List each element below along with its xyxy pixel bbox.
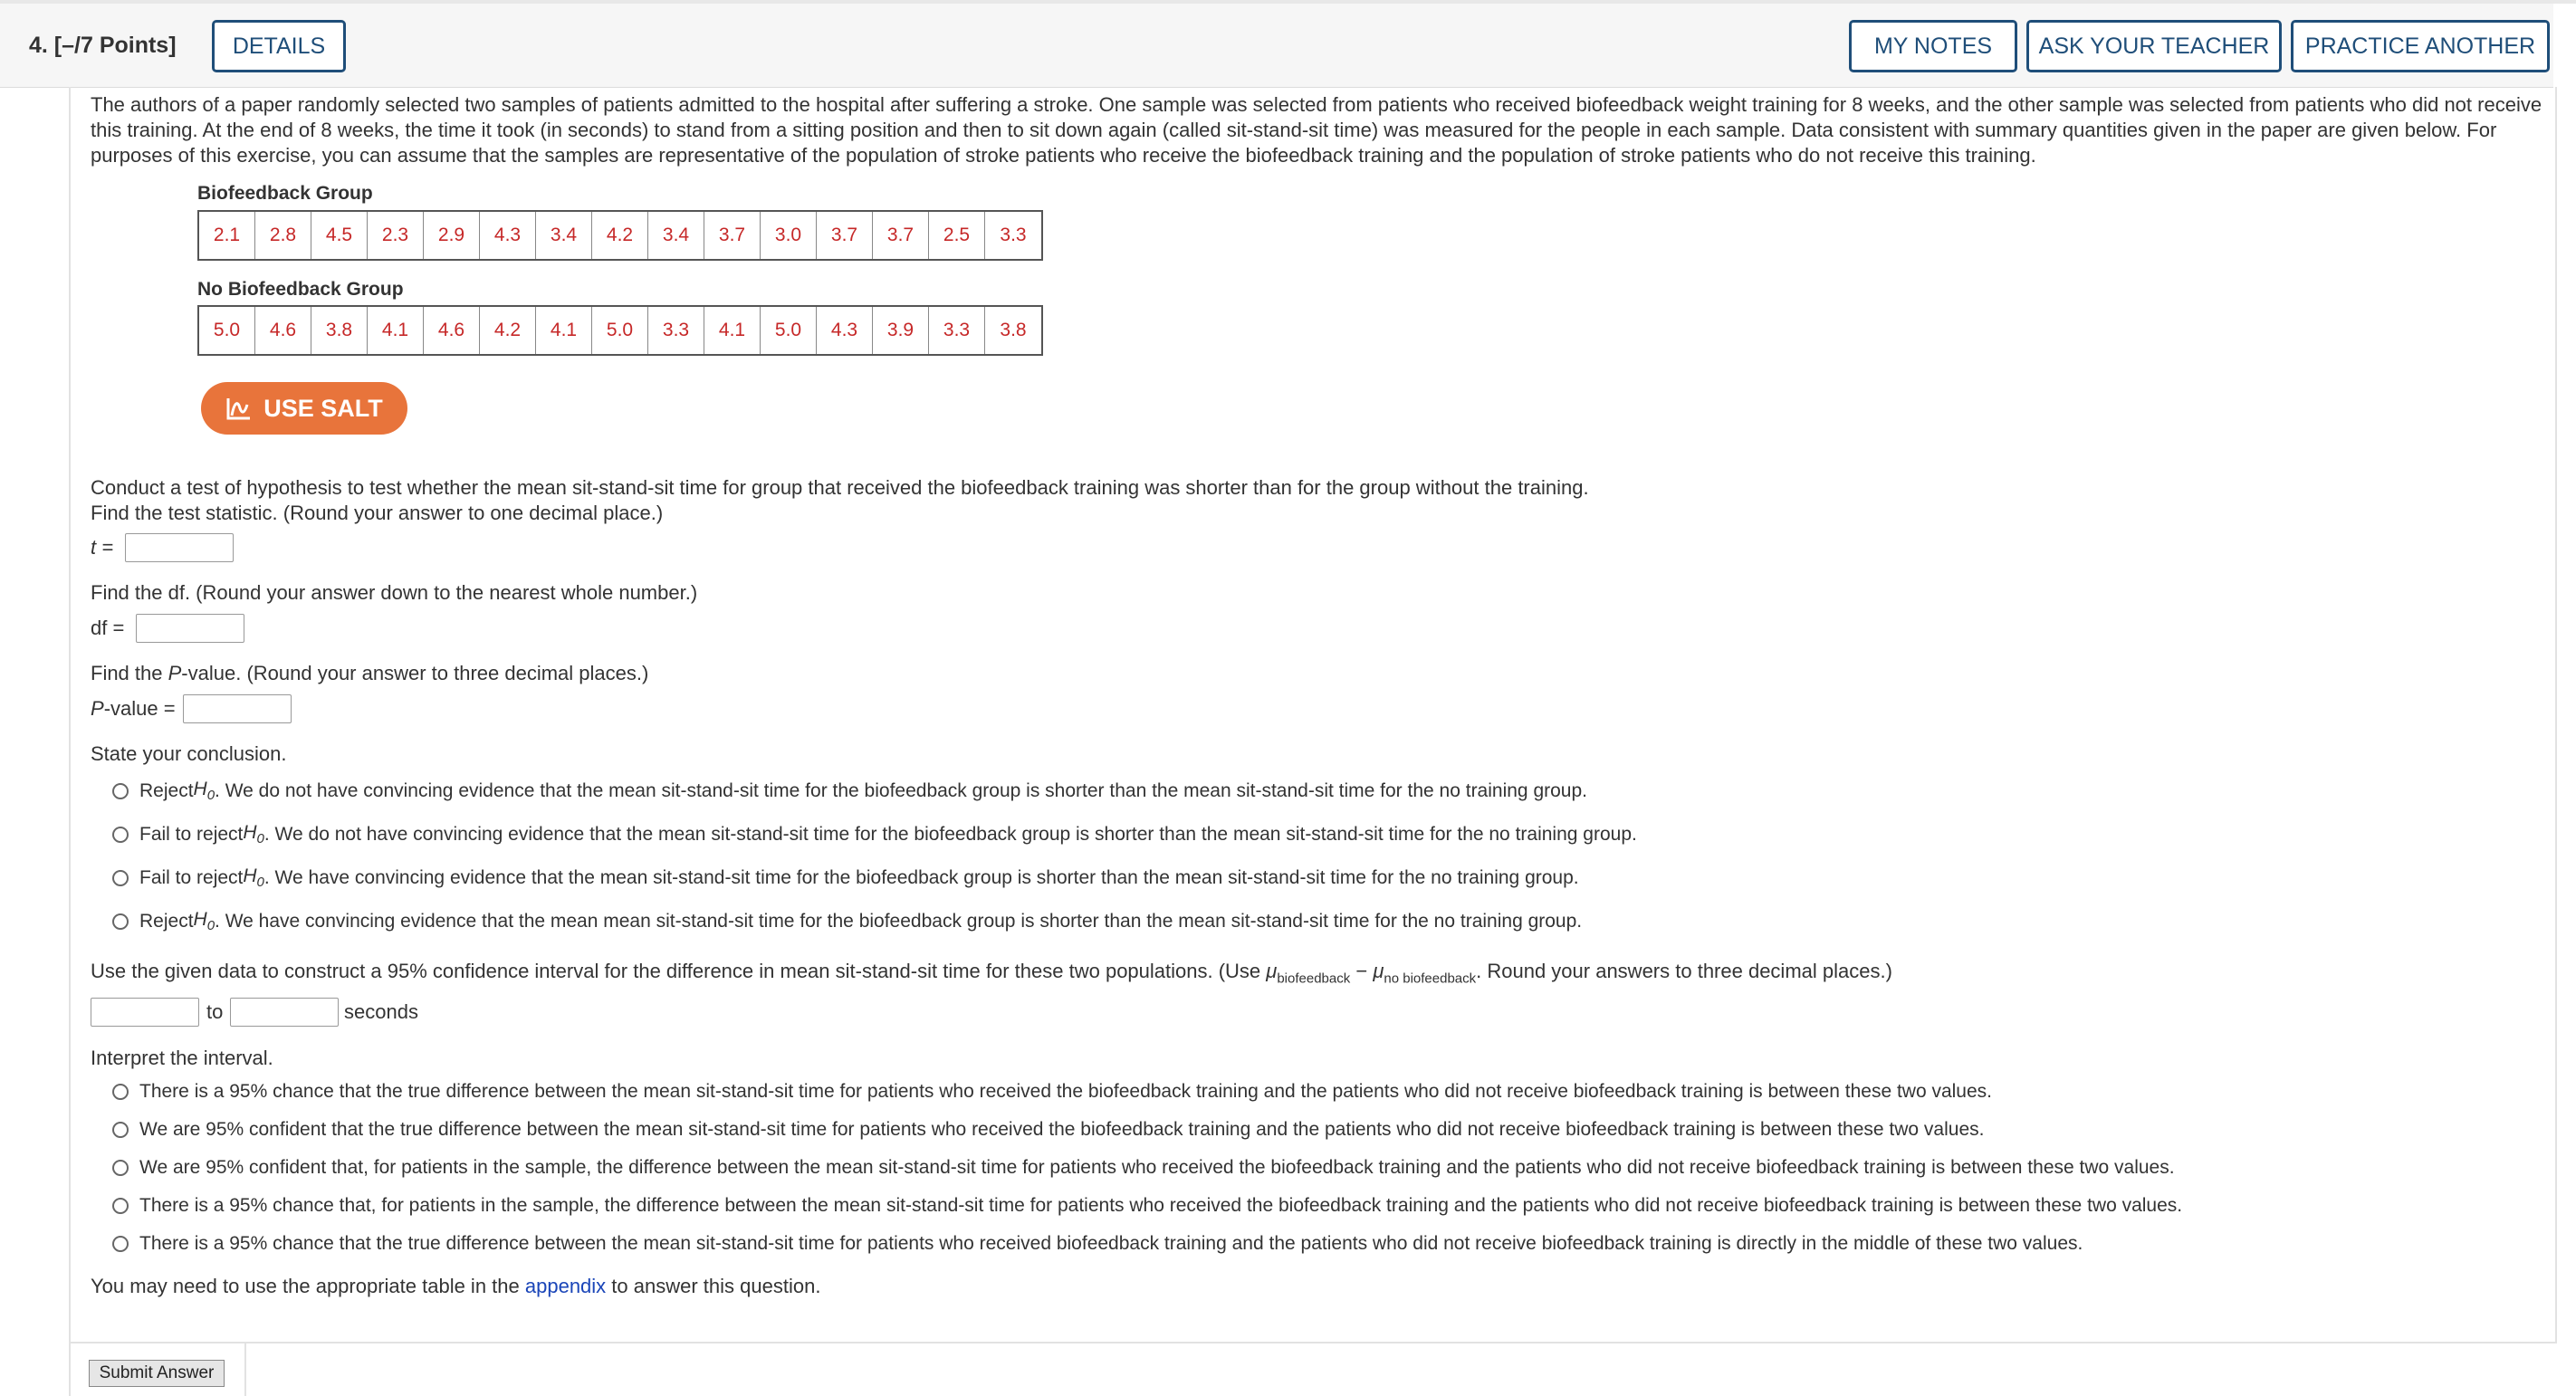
no-biofeedback-group-label: No Biofeedback Group [197,279,404,300]
data-value-cell: 5.0 [761,307,817,354]
conclusion-radio-3[interactable] [112,913,129,930]
data-value-cell: 5.0 [199,307,255,354]
test-instruction: Conduct a test of hypothesis to test whether the mean sit-stand-sit time for group that received the biofeedback training was shorter than for the group without the training. [91,476,1589,499]
data-value-cell: 3.4 [648,212,704,259]
biofeedback-data-row [197,210,1043,261]
find-t-instruction: Find the test statistic. (Round your answer to one decimal place.) [91,502,664,524]
conclusion-option-text: . We do not have convincing evidence that the mean sit-stand-sit time for the biofeedback group is shorter than the mean sit-stand-sit time for the no training group. [263,823,1637,845]
mu-symbol: μ [1373,960,1384,982]
interpret-radio-2[interactable] [112,1160,129,1176]
t-statistic-input[interactable] [125,533,234,562]
data-value-cell: 4.1 [536,307,592,354]
interpret-option-text: There is a 95% chance that the true difference between the mean sit-stand-sit time for patients who received the biofeedback training and the patients who did not receive biofeedback training is between these two values. [139,1081,1993,1102]
appendix-link[interactable]: appendix [524,1275,607,1297]
conclusion-option-prefix: Reject [139,910,194,932]
use-salt-button[interactable] [201,382,407,435]
interpret-radio-0[interactable] [112,1084,129,1100]
p-value-label [91,697,176,721]
interpret-prompt: Interpret the interval. [91,1047,273,1069]
p-value-label-italic: P [91,697,104,720]
question-number: 4. [–/7 Points] [29,33,177,58]
conclusion-option[interactable] [112,909,1582,933]
data-value-cell: 3.7 [704,212,761,259]
df-label: df = [91,617,125,639]
find-p-prefix: Find the [91,662,168,684]
interpret-option[interactable] [112,1195,2182,1217]
interpret-option-text: There is a 95% chance that the true difference between the mean sit-stand-sit time for patients who received biofeedback training and the patients who did not receive biofeedback training is directly in the middle of these two values. [139,1233,2083,1254]
interpret-option-text: We are 95% confident that, for patients in the sample, the difference between the mean sit-stand-sit time for patients who received the biofeedback training and the patients who did not receive biofeedback training is between these two values. [139,1157,2175,1178]
data-value-cell: 2.9 [424,212,480,259]
df-input[interactable] [136,614,244,643]
conclusion-option[interactable] [112,779,1587,803]
data-value-cell: 3.3 [1000,225,1027,245]
data-value-cell: 4.5 [311,212,368,259]
my-notes-button[interactable]: MY NOTES [1849,20,2017,72]
appendix-note-before: You may need to use the appropriate table in the [91,1275,525,1297]
data-value-cell: 3.0 [761,212,817,259]
appendix-note [91,1275,820,1298]
interpret-option[interactable] [112,1081,1992,1103]
h0-symbol: $H_0$ [243,865,264,891]
ci-units-label: seconds [344,1000,418,1023]
conclusion-option-prefix: Reject [139,779,194,801]
interpret-radio-1[interactable] [112,1122,129,1138]
t-label: t = [91,536,114,559]
data-value-cell: 4.1 [704,307,761,354]
no-biofeedback-data-row [197,305,1043,356]
p-value-input[interactable] [183,694,292,723]
data-value-cell: 3.9 [873,307,929,354]
data-value-cell: 4.3 [480,212,536,259]
interpret-option-text: We are 95% confident that the true difference between the mean sit-stand-sit time for patients who received the biofeedback training and the patients who did not receive biofeedback training is between these two values. [139,1119,1985,1140]
ci-instruction [91,960,1892,986]
interpret-option[interactable] [112,1119,1984,1141]
data-value-cell: 2.5 [929,212,985,259]
data-value-cell: 4.1 [368,307,424,354]
find-df-instruction: Find the df. (Round your answer down to the nearest whole number.) [91,581,698,604]
mu-subscript-no-biofeedback: no biofeedback [1384,971,1477,987]
data-value-cell: 2.8 [255,212,311,259]
find-p-instruction [91,662,648,685]
interpret-option[interactable] [112,1157,2175,1179]
data-value-cell: 3.3 [929,307,985,354]
conclusion-option[interactable] [112,822,1637,846]
data-value-cell: 3.8 [1000,320,1027,340]
mu-subscript-biofeedback: biofeedback [1277,971,1351,987]
conclusion-option-text: . We have convincing evidence that the mean sit-stand-sit time for the biofeedback group is shorter than the mean sit-stand-sit time for the no training group. [263,866,1579,888]
data-value-cell: 5.0 [592,307,648,354]
find-p-italic: P [168,662,182,684]
use-salt-label: USE SALT [263,394,383,422]
conclusion-radio-0[interactable] [112,783,129,799]
minus-sign: − [1350,960,1374,982]
data-value-cell: 4.3 [817,307,873,354]
ci-instruction-b: . Round your answers to three decimal places.) [1476,960,1892,982]
data-value-cell: 3.7 [873,212,929,259]
data-value-cell: 3.4 [536,212,592,259]
submit-answer-button[interactable]: Submit Answer [89,1360,225,1387]
data-value-cell: 4.2 [480,307,536,354]
h0-symbol: $H_0$ [193,909,215,934]
conclusion-option-prefix: Fail to reject [139,866,244,888]
mu-symbol: μ [1266,960,1278,982]
interpret-option[interactable] [112,1233,2083,1255]
conclusion-option-prefix: Fail to reject [139,823,244,845]
conclusion-radio-2[interactable] [112,870,129,886]
conclusion-option-text: . We do not have convincing evidence that the mean sit-stand-sit time for the biofeedback group is shorter than the mean sit-stand-sit time for the no training group. [215,779,1587,801]
data-value-cell: 2.1 [199,212,255,259]
problem-intro: The authors of a paper randomly selected two samples of patients admitted to the hospital after suffering a stroke. One sample was selected from patients who received biofeedback weight training for 8 weeks, and the other sample was selected from patients who did not receive this training. At the end of 8 weeks, the time it took (in seconds) to stand from a sitting position and then to sit down again (called sit-stand-sit time) was measured for the people in each sample. Data consistent with summary quantities given in the paper are given below. For purposes of this exercise, you can assume that the samples are representative of the population of stroke patients who receive the biofeedback training and the population of stroke patients who do not receive this training. [91,93,2542,167]
p-value-label-rest: -value = [103,697,176,720]
data-value-cell: 4.2 [592,212,648,259]
interpret-radio-3[interactable] [112,1198,129,1214]
ci-upper-input[interactable] [230,998,339,1027]
practice-another-button[interactable]: PRACTICE ANOTHER [2291,20,2550,72]
ci-to-label: to [206,1000,224,1023]
data-value-cell: 4.6 [255,307,311,354]
salt-chart-icon [225,396,253,421]
ci-lower-input[interactable] [91,998,199,1027]
ci-instruction-a: Use the given data to construct a 95% confidence interval for the difference in mean sit-stand-sit time for these two populations. (Use [91,960,1267,982]
data-value-cell: 4.6 [424,307,480,354]
question-content-frame [69,87,2557,1343]
interpret-option-text: There is a 95% chance that, for patients in the sample, the difference between the mean sit-stand-sit time for patients who received the biofeedback training and the patients who did not receive biofeedback training is between these two values. [139,1195,2183,1216]
conclusion-option-text: . We have convincing evidence that the mean mean sit-stand-sit time for the biofeedback group is shorter than the mean sit-stand-sit time for the no training group. [215,910,1583,932]
conclusion-radio-1[interactable] [112,827,129,843]
biofeedback-group-label: Biofeedback Group [197,183,373,204]
find-p-suffix: -value. (Round your answer to three decimal places.) [181,662,649,684]
data-value-cell: 3.7 [817,212,873,259]
details-button[interactable]: DETAILS [212,20,346,72]
conclusion-prompt: State your conclusion. [91,742,287,765]
h0-symbol: $H_0$ [243,822,264,847]
data-value-cell: 2.3 [368,212,424,259]
question-header [0,4,2553,88]
interpret-radio-4[interactable] [112,1236,129,1252]
data-value-cell: 3.8 [311,307,368,354]
data-value-cell: 3.3 [648,307,704,354]
ask-teacher-button[interactable]: ASK YOUR TEACHER [2026,20,2282,72]
h0-symbol: $H_0$ [193,779,215,804]
conclusion-option[interactable] [112,865,1579,890]
appendix-note-after: to answer this question. [606,1275,821,1297]
